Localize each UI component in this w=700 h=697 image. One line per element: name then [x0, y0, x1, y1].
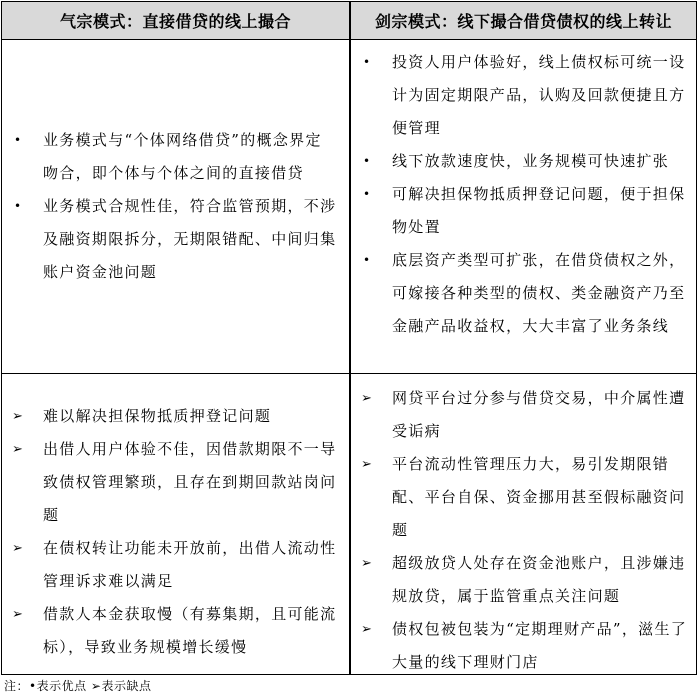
list-item: [10, 532, 337, 598]
list-item: [359, 178, 688, 244]
list-item: [10, 598, 337, 664]
advantage-text: 业务模式合规性佳，符合监管预期，不涉及融资期限拆分，无期限错配、中间归集账户资金池问题: [43, 197, 337, 281]
arrow-icon: ➢: [12, 409, 25, 424]
arrow-icon: ➢: [12, 442, 25, 457]
disadvantages-row: [2, 374, 696, 674]
list-item: [359, 145, 688, 178]
disadvantage-text: 超级放贷人处存在资金池账户，且涉嫌违规放贷，属于监管重点关注问题: [392, 554, 686, 605]
list-item: [359, 613, 688, 679]
list-item: [359, 46, 688, 145]
jianzong-disadvantages-cell: [351, 374, 696, 674]
disadvantage-text: 债权包被包装为“定期理财产品”，滋生了大量的线下理财门店: [392, 620, 688, 671]
disadvantage-text: 平台流动性管理压力大，易引发期限错配、平台自保、资金挪用甚至假标融资问题: [392, 455, 686, 539]
header-jianzong-mode: 剑宗模式：线下撮合借贷债权的线上转让: [374, 12, 672, 31]
disadvantage-text: 网贷平台过分参与借贷交易，中介属性遭受诟病: [392, 389, 686, 440]
arrow-icon: ➢: [12, 541, 25, 556]
disadvantage-text: 在债权转让功能未开放前，出借人流动性管理诉求难以满足: [43, 539, 337, 590]
advantage-text: 投资人用户体验好，线上债权标可统一设计为固定期限产品，认购及回款便捷且方便管理: [392, 53, 686, 137]
list-item: [10, 433, 337, 532]
list-item: [10, 400, 337, 433]
jianzong-advantages-cell: [351, 40, 696, 373]
comparison-table: [1, 1, 697, 675]
disadvantage-text: 借款人本金获取慢（有募集期，且可能流标），导致业务规模增长缓慢: [43, 605, 337, 656]
bullet-icon: •: [363, 154, 372, 168]
list-item: [10, 124, 337, 190]
advantage-text: 线下放款速度快，业务规模可快速扩张: [392, 152, 670, 170]
bullet-icon: •: [363, 253, 372, 267]
advantages-row: [2, 40, 696, 374]
arrow-icon: ➢: [361, 622, 374, 637]
list-item: [359, 448, 688, 547]
qizong-advantages-cell: [2, 40, 351, 373]
advantage-text: 业务模式与“个体网络借贷”的概念界定吻合，即个体与个体之间的直接借贷: [43, 131, 322, 182]
disadvantage-text: 难以解决担保物抵质押登记问题: [43, 407, 272, 425]
arrow-icon: ➢: [361, 457, 374, 472]
arrow-icon: ➢: [361, 391, 374, 406]
qizong-disadvantages-cell: [2, 374, 351, 674]
bullet-icon: •: [14, 199, 23, 213]
list-item: [359, 382, 688, 448]
bullet-icon: •: [363, 187, 372, 201]
bullet-icon: •: [363, 55, 372, 69]
list-item: [10, 190, 337, 289]
list-item: [359, 244, 688, 343]
advantage-text: 可解决担保物抵质押登记问题，便于担保物处置: [392, 185, 686, 236]
arrow-icon: ➢: [12, 607, 25, 622]
header-qizong-mode: 气宗模式：直接借贷的线上撮合: [2, 2, 351, 39]
disadvantage-text: 出借人用户体验不佳，因借款期限不一导致债权管理繁琐，且存在到期回款站岗问题: [43, 440, 337, 524]
bullet-icon: •: [14, 133, 23, 147]
table-header-row: [2, 2, 696, 40]
arrow-icon: ➢: [361, 556, 374, 571]
list-item: [359, 547, 688, 613]
legend-note: 注：•表示优点 ➢表示缺点: [4, 679, 152, 693]
advantage-text: 底层资产类型可扩张，在借贷债权之外，可嫁接各种类型的债权、类金融资产乃至金融产品收益权，大大丰富了业务条线: [392, 251, 686, 335]
